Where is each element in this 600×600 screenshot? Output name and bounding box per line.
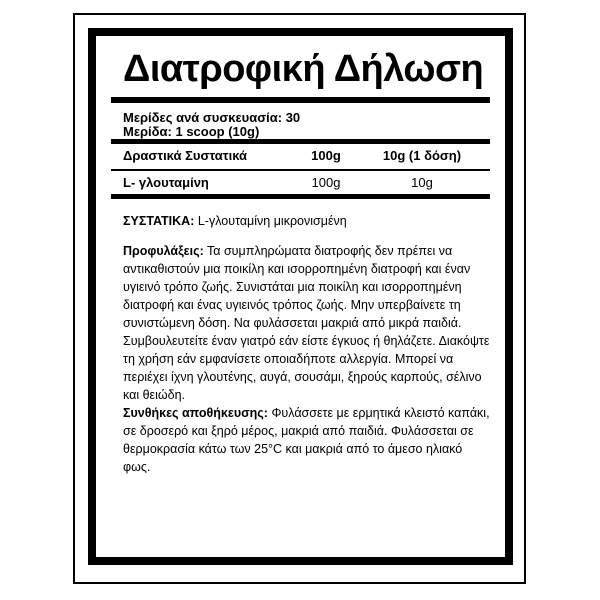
- table-header-divider: [111, 169, 490, 171]
- per-100g-header: 100g: [311, 148, 341, 163]
- serving-size-line: [123, 125, 490, 139]
- storage-paragraph: [123, 404, 490, 476]
- ingredient-per-dose: 10g: [411, 175, 433, 190]
- ingredient-per-100g: 100g: [311, 175, 341, 190]
- table-bottom-divider: [111, 194, 490, 199]
- per-dose-header: 10g (1 δόση): [382, 148, 462, 163]
- ingredient-name: L- γλουταμίνη: [123, 175, 209, 190]
- storage-label: Συνθήκες αποθήκευσης:: [123, 406, 268, 420]
- table-row: [111, 175, 490, 190]
- serving-size-divider: [111, 139, 490, 144]
- active-ingredients-header: Δραστικά Συστατικά: [123, 148, 248, 163]
- servings-per-package-line: [123, 111, 490, 125]
- precautions-label: Προφυλάξεις:: [123, 244, 204, 258]
- label-content: [111, 37, 490, 476]
- page-title: Διατροφική Δήλωση: [123, 48, 484, 90]
- ingredients-line: [123, 213, 490, 229]
- serving-info: [123, 111, 490, 139]
- ingredients-label: ΣΥΣΤΑΤΙΚΑ:: [123, 214, 195, 228]
- servings-per-package-label: Μερίδες ανά συσκευασία:: [123, 110, 283, 125]
- title-divider: [111, 97, 490, 103]
- serving-size-value: 1 scoop (10g): [175, 124, 260, 139]
- table-header-row: [111, 148, 490, 164]
- precautions-paragraph: [123, 242, 490, 404]
- storage-text: Φυλάσσετε με ερμητικά κλειστό καπάκι, σε δροσερό και ξηρό μέρος, μακριά από παιδιά. Φυλάσσεται σε θερμοκρασία κάτω των 25°C και μακριά από το άμεσο ηλιακό φως.: [123, 406, 490, 474]
- servings-per-package-value: 30: [285, 110, 301, 125]
- precautions-text: Τα συμπληρώματα διατροφής δεν πρέπει να αντικαθιστούν μια ποικίλη και ισορροπημένη διατροφή και έναν υγιεινό τρόπο ζωής. Συνιστάται μια ποικίλη και ισορροπημένη διατροφή και ένας υγιεινός τρόπος ζωής. Μην υπερβαίνετε τη συνιστώμενη δόση. Να φυλάσσεται μακριά από μικρά παιδιά. Συμβουλευτείτε έναν γιατρό εάν είστε έγκυος ή θηλάζετε. Διακόψτε τη χρήση εάν εμφανίσετε οποιαδήποτε αλλεργία. Μπορεί να περιέχει ίχνη γλουτένης, αυγά, σουσάμι, ξηρούς καρπούς, σέλινο και θειώδη.: [123, 244, 490, 402]
- serving-size-label: Μερίδα:: [123, 124, 172, 139]
- ingredients-value: L-γλουταμίνη μικρονισμένη: [197, 214, 347, 228]
